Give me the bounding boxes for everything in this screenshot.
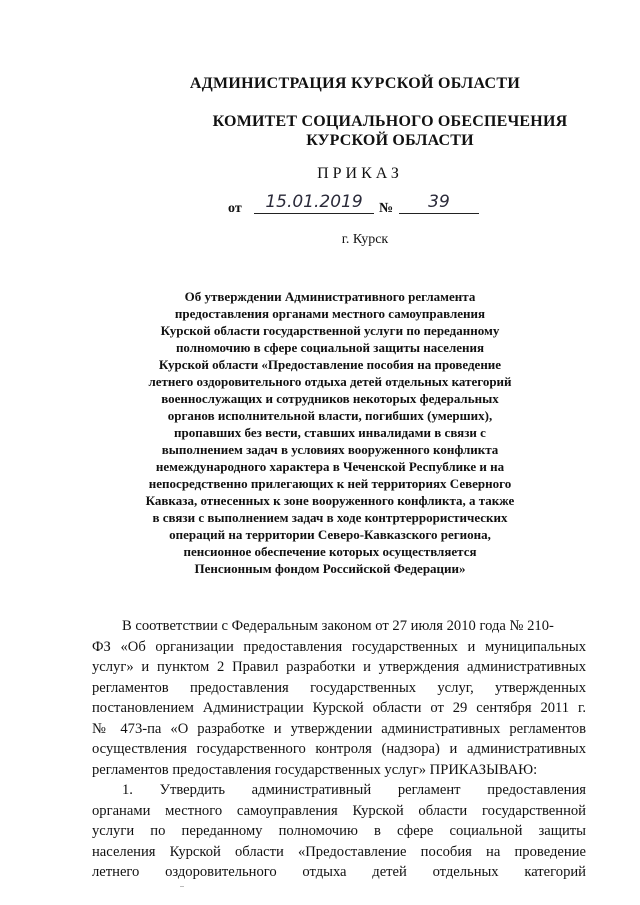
subject-line: Об утверждении Административного регламента	[184, 289, 476, 304]
subject-line: Курской области государственной услуги по переданному	[160, 323, 500, 338]
committee-name	[170, 112, 610, 150]
body-line: ФЗ «Об организации предоставления государственных и муниципальных	[92, 638, 586, 655]
subject-line: Кавказа, отнесенных к зоне вооруженного конфликта, а также	[145, 493, 515, 508]
subject-line: выполнением задач в условиях вооруженного конфликта	[161, 442, 499, 457]
city: г. Курск	[341, 232, 389, 247]
order-subject	[120, 288, 540, 577]
document-type: ПРИКАЗ	[317, 165, 403, 182]
subject-line: пропавших без вести, ставших инвалидами в связи с	[174, 425, 486, 440]
page-mark	[180, 886, 184, 887]
body-line: регламентов предоставления государственных услуг» ПРИКАЗЫВАЮ:	[92, 761, 538, 778]
committee-line: КУРСКОЙ ОБЛАСТИ	[306, 132, 474, 149]
committee-line: КОМИТЕТ СОЦИАЛЬНОГО ОБЕСПЕЧЕНИЯ	[212, 113, 568, 130]
order-date-handwritten: 15.01.2019	[254, 193, 374, 214]
subject-line: в связи с выполнением задач в ходе контртеррористических	[152, 510, 508, 525]
order-body	[92, 616, 586, 883]
body-line: осуществления государственного контроля (надзора) и административных	[92, 741, 586, 757]
subject-line: предоставления органами местного самоуправления	[174, 306, 486, 321]
body-line: постановлением Администрации Курской области от 29 сентября 2011 г.	[92, 700, 586, 716]
subject-line: немеждународного характера в Чеченской Республике и на	[155, 459, 505, 474]
body-line: 1. Утвердить административный регламент предоставления	[122, 782, 586, 798]
body-line: летнего оздоровительного отдыха детей отдельных категорий	[92, 864, 586, 880]
body-line: регламентов предоставления государственных услуг, утвержденных	[92, 679, 586, 696]
organization-name: АДМИНИСТРАЦИЯ КУРСКОЙ ОБЛАСТИ	[189, 75, 521, 92]
subject-line: Курской области «Предоставление пособия на проведение	[158, 357, 502, 372]
order-number-row	[228, 193, 528, 219]
order-number-handwritten: 39	[399, 193, 479, 214]
subject-line: Пенсионным фондом Российской Федерации»	[194, 561, 466, 576]
subject-line: органов исполнительной власти, погибших (умерших),	[167, 408, 493, 423]
subject-line: пенсионное обеспечение которых осуществляется	[183, 544, 477, 559]
subject-line: непосредственно прилегающих к ней территориях Северного	[148, 476, 512, 491]
subject-line: операций на территории Северо-Кавказского региона,	[169, 527, 491, 542]
body-line: услуг» и пунктом 2 Правил разработки и утверждения административных	[92, 659, 586, 675]
body-line: В соответствии с Федеральным законом от 27 июля 2010 года № 210-	[122, 618, 554, 634]
subject-line: летнего оздоровительного отдыха детей отдельных категорий	[148, 374, 512, 389]
subject-line: военнослужащих и сотрудников некоторых федеральных	[161, 391, 499, 406]
date-label: от	[228, 201, 242, 216]
body-line: населения Курской области «Предоставление пособия на проведение	[92, 843, 586, 860]
body-line: услуги по переданному полномочию в сфере социальной защиты	[92, 823, 586, 839]
subject-line: полномочию в сфере социальной защиты населения	[175, 340, 485, 355]
body-line: органами местного самоуправления Курской области государственной	[92, 802, 586, 819]
number-label: №	[379, 201, 394, 216]
body-line: № 473-па «О разработке и утверждении административных регламентов	[92, 720, 586, 737]
